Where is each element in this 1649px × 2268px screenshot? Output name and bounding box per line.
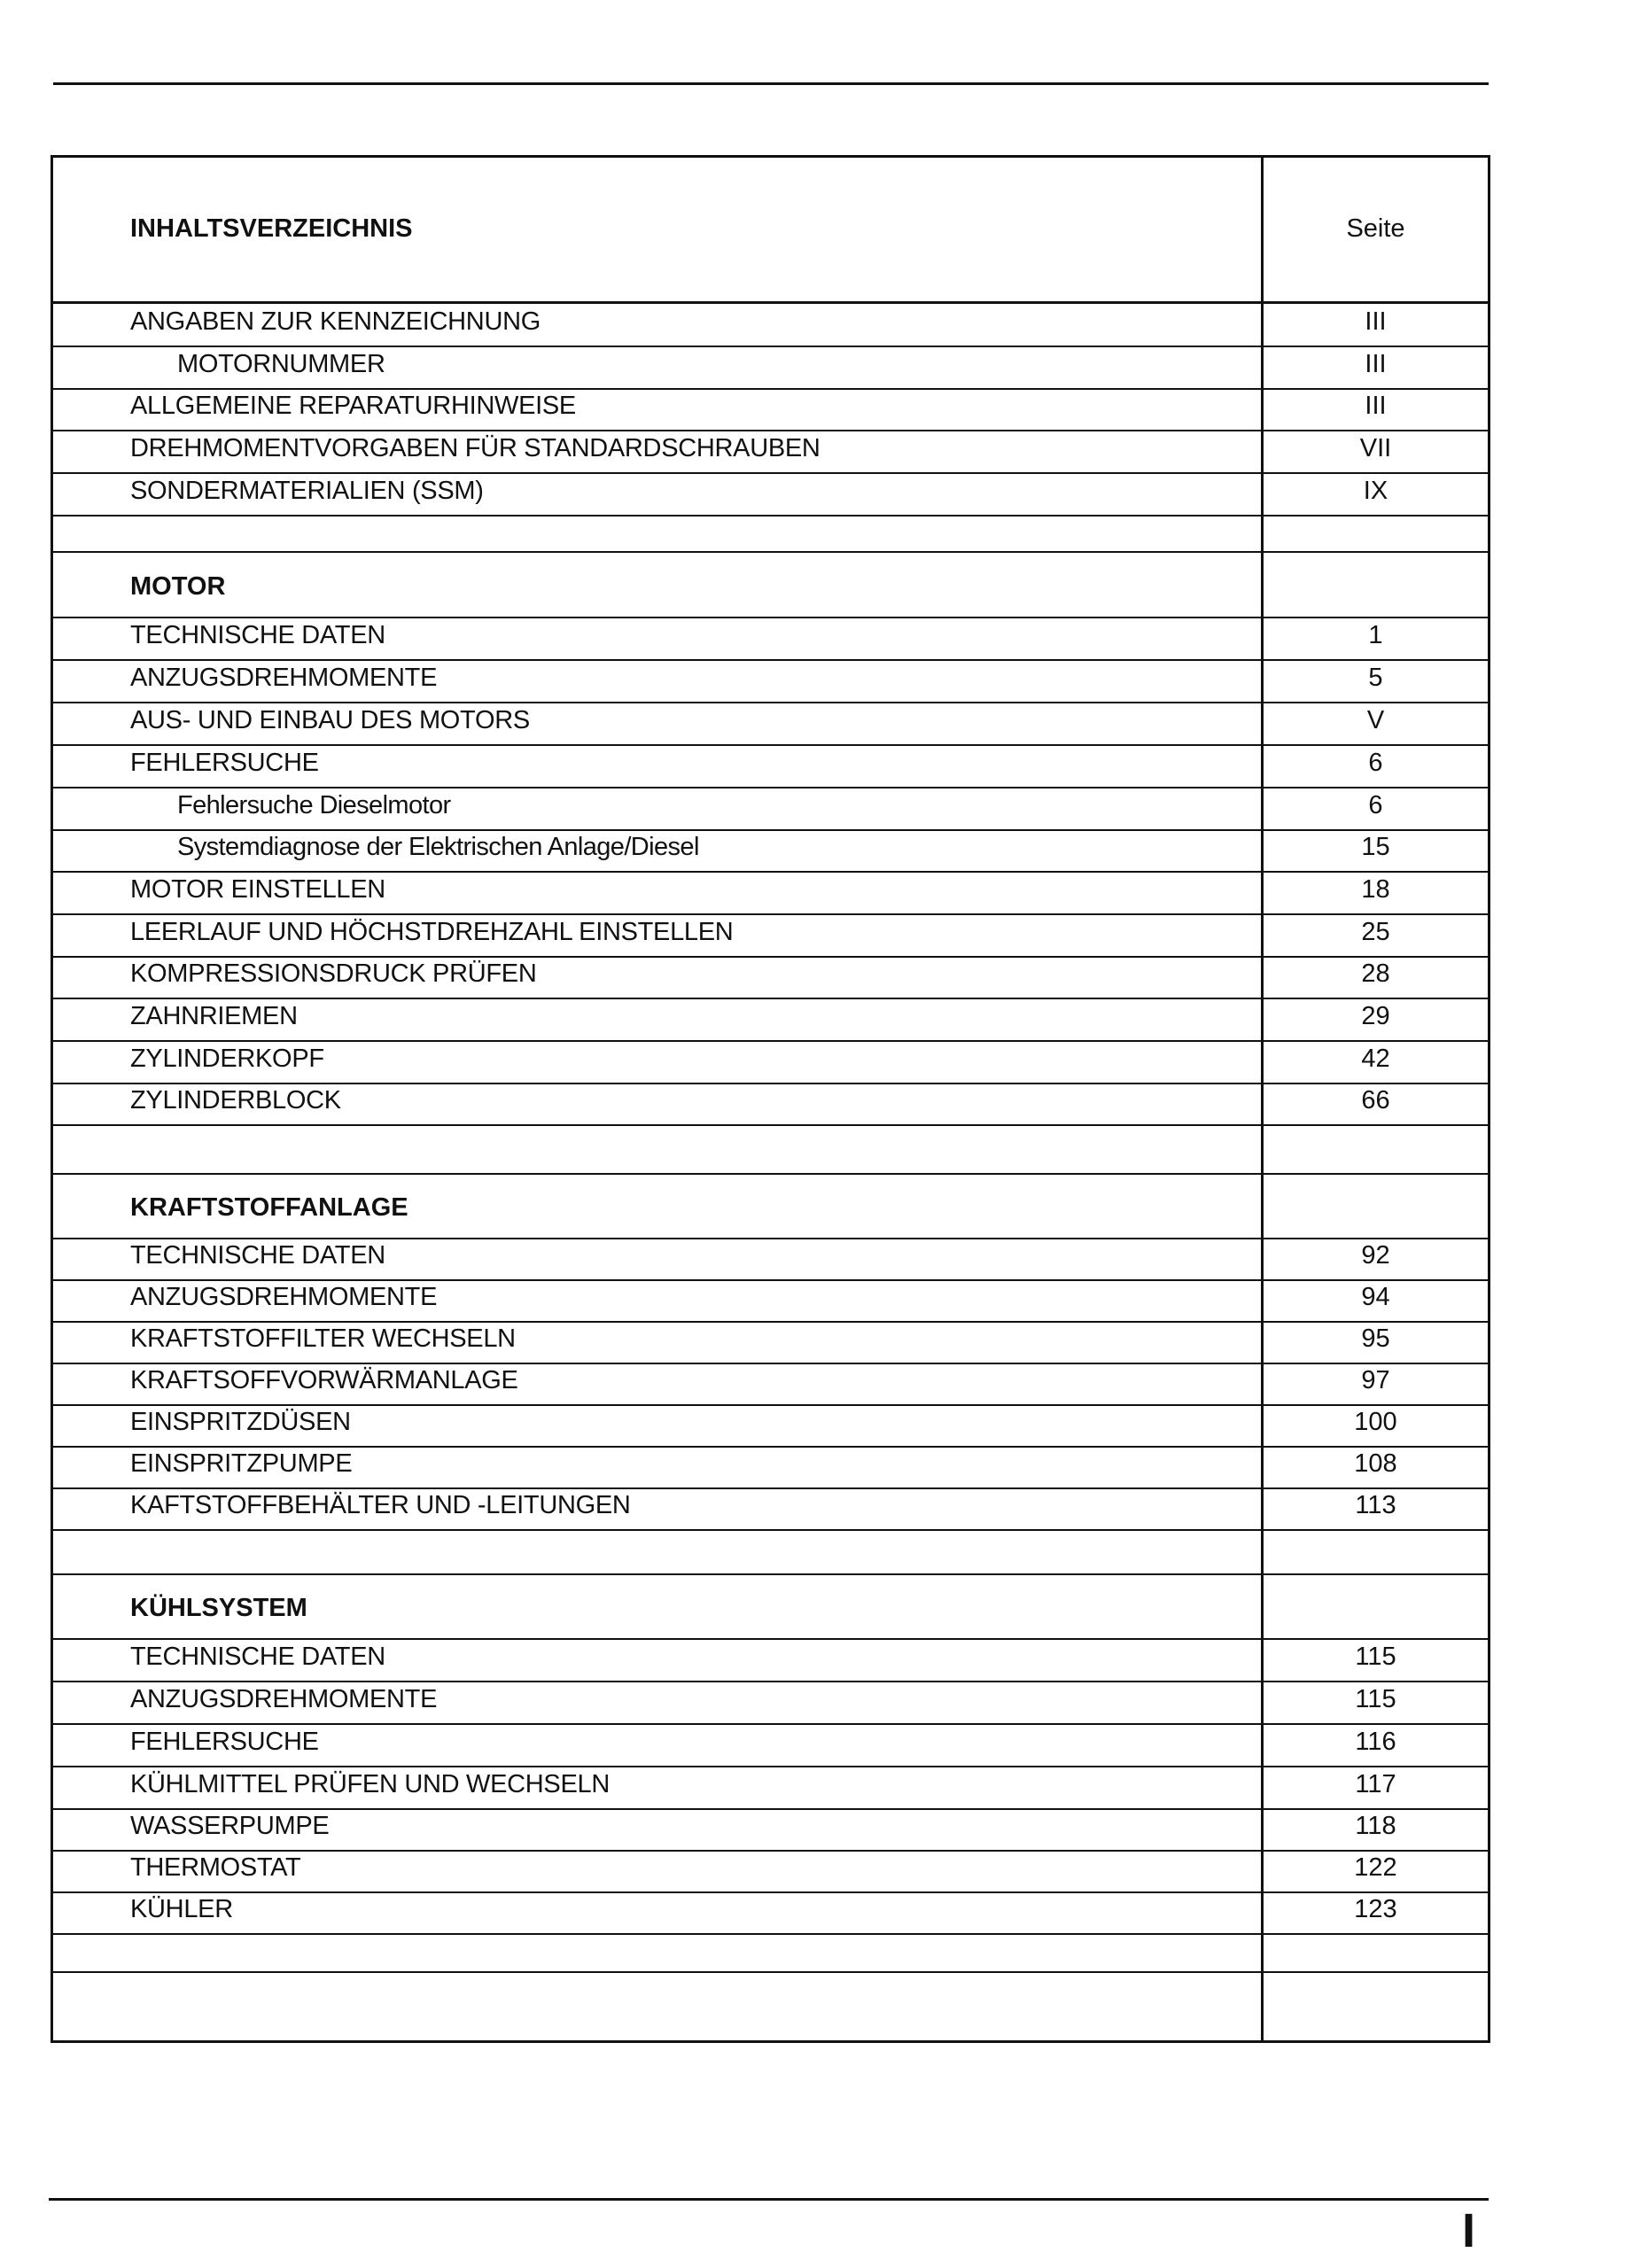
toc-title: INHALTSVERZEICHNIS: [130, 214, 413, 243]
toc-entry[interactable]: [53, 661, 1488, 703]
entry-page: 115: [1355, 1685, 1396, 1713]
entry-label: EINSPRITZPUMPE: [130, 1449, 353, 1478]
blank-row: [53, 1126, 1488, 1175]
entry-label: ZAHNRIEMEN: [130, 1002, 298, 1030]
toc-entry[interactable]: [53, 1852, 1488, 1893]
entry-label: THERMOSTAT: [130, 1853, 301, 1882]
blank-row: [53, 517, 1488, 553]
entry-page: 117: [1355, 1770, 1396, 1798]
toc-entry[interactable]: [53, 1767, 1488, 1810]
entry-page: 15: [1361, 833, 1390, 861]
entry-page: III: [1365, 392, 1387, 420]
section-heading: [53, 1175, 1488, 1239]
blank-row: [53, 1935, 1488, 1973]
entry-page: III: [1365, 307, 1387, 336]
toc-entry[interactable]: [53, 347, 1488, 390]
entry-label: ALLGEMEINE REPARATURHINWEISE: [130, 392, 576, 420]
entry-page: 115: [1355, 1643, 1396, 1671]
entry-page: 116: [1355, 1728, 1396, 1756]
toc-entry[interactable]: [53, 703, 1488, 746]
entry-label: KÜHLER: [130, 1895, 233, 1923]
entry-label: DREHMOMENTVORGABEN FÜR STANDARDSCHRAUBEN: [130, 434, 821, 462]
entry-page: 6: [1368, 749, 1383, 777]
toc-entry[interactable]: [53, 1323, 1488, 1364]
toc-entry[interactable]: [53, 1640, 1488, 1682]
toc-entry[interactable]: [53, 1042, 1488, 1084]
toc-entry[interactable]: [53, 618, 1488, 661]
entry-page: IX: [1363, 477, 1388, 505]
entry-label: ZYLINDERBLOCK: [130, 1086, 341, 1115]
entry-label: KOMPRESSIONSDRUCK PRÜFEN: [130, 959, 537, 988]
blank-row: [53, 1531, 1488, 1575]
entry-page: 6: [1368, 791, 1383, 819]
entry-label: FEHLERSUCHE: [130, 1728, 319, 1756]
entry-page: 25: [1361, 918, 1390, 946]
toc-header-row: [53, 158, 1488, 304]
entry-page: 113: [1355, 1491, 1396, 1519]
entry-page: 28: [1361, 959, 1390, 988]
entry-label: WASSERPUMPE: [130, 1812, 330, 1840]
toc-table: [51, 155, 1490, 2043]
toc-entry[interactable]: [53, 1489, 1488, 1531]
entry-label: ANZUGSDREHMOMENTE: [130, 664, 438, 692]
toc-entry[interactable]: [53, 999, 1488, 1042]
entry-page: V: [1366, 706, 1385, 734]
entry-page: 122: [1354, 1853, 1397, 1882]
entry-page: III: [1365, 350, 1387, 378]
toc-entry[interactable]: [53, 1281, 1488, 1323]
entry-page: 95: [1361, 1324, 1390, 1353]
entry-page: 123: [1354, 1895, 1397, 1923]
entry-label: KRAFTSOFFVORWÄRMANLAGE: [130, 1366, 518, 1394]
entry-label: SONDERMATERIALIEN (SSM): [130, 477, 484, 505]
toc-entry[interactable]: [53, 915, 1488, 958]
entry-page: 18: [1361, 875, 1390, 904]
toc-entry[interactable]: [53, 1682, 1488, 1725]
entry-label: AUS- UND EINBAU DES MOTORS: [130, 706, 530, 734]
entry-label: ANGABEN ZUR KENNZEICHNUNG: [130, 307, 541, 336]
entry-label: MOTOR EINSTELLEN: [130, 875, 385, 904]
toc-entry[interactable]: [53, 746, 1488, 788]
section-heading: [53, 553, 1488, 618]
toc-entry[interactable]: [53, 304, 1488, 347]
toc-entry[interactable]: [53, 1239, 1488, 1281]
toc-entry[interactable]: [53, 831, 1488, 873]
toc-entry[interactable]: [53, 474, 1488, 517]
toc-entry[interactable]: [53, 1084, 1488, 1126]
entry-page: 92: [1361, 1241, 1390, 1270]
entry-label: Fehlersuche Dieselmotor: [177, 791, 451, 819]
entry-label: Systemdiagnose der Elektrischen Anlage/Diesel: [177, 833, 699, 861]
entry-page: 108: [1354, 1449, 1397, 1478]
entry-page: VII: [1359, 434, 1392, 462]
entry-page: 1: [1368, 621, 1383, 649]
entry-label: KRAFTSTOFFILTER WECHSELN: [130, 1324, 516, 1353]
entry-label: KAFTSTOFFBEHÄLTER UND -LEITUNGEN: [130, 1491, 631, 1519]
entry-label: ZYLINDERKOPF: [130, 1045, 324, 1073]
entry-label: MOTORNUMMER: [177, 350, 385, 378]
page-number: I: [1462, 2204, 1476, 2257]
entry-label: TECHNISCHE DATEN: [130, 1241, 385, 1270]
section-title: KÜHLSYSTEM: [130, 1594, 307, 1622]
entry-label: LEERLAUF UND HÖCHSTDREHZAHL EINSTELLEN: [130, 918, 734, 946]
toc-entry[interactable]: [53, 1364, 1488, 1406]
toc-entry[interactable]: [53, 1406, 1488, 1448]
entry-label: TECHNISCHE DATEN: [130, 1643, 385, 1671]
bottom-rule: [49, 2198, 1489, 2201]
entry-page: 66: [1361, 1086, 1390, 1115]
toc-entry[interactable]: [53, 1810, 1488, 1852]
entry-label: KÜHLMITTEL PRÜFEN UND WECHSELN: [130, 1770, 610, 1798]
toc-entry[interactable]: [53, 788, 1488, 831]
entry-label: ANZUGSDREHMOMENTE: [130, 1685, 438, 1713]
entry-page: 29: [1361, 1002, 1390, 1030]
entry-label: ANZUGSDREHMOMENTE: [130, 1283, 438, 1311]
toc-entry[interactable]: [53, 873, 1488, 915]
entry-label: FEHLERSUCHE: [130, 749, 319, 777]
entry-page: 5: [1368, 664, 1383, 692]
toc-entry[interactable]: [53, 1725, 1488, 1767]
entry-page: 42: [1361, 1045, 1390, 1073]
entry-page: 118: [1355, 1812, 1396, 1840]
toc-entry[interactable]: [53, 1893, 1488, 1935]
toc-entry[interactable]: [53, 958, 1488, 999]
toc-entry[interactable]: [53, 431, 1488, 474]
entry-page: 97: [1361, 1366, 1390, 1394]
entry-label: TECHNISCHE DATEN: [130, 621, 385, 649]
blank-row: [53, 1973, 1488, 2008]
top-rule: [53, 82, 1489, 85]
section-title: KRAFTSTOFFANLAGE: [130, 1193, 408, 1222]
entry-label: EINSPRITZDÜSEN: [130, 1408, 351, 1436]
page-column-header: Seite: [1346, 214, 1405, 243]
section-title: MOTOR: [130, 572, 226, 601]
toc-entry[interactable]: [53, 1448, 1488, 1489]
entry-page: 94: [1361, 1283, 1390, 1311]
toc-entry[interactable]: [53, 390, 1488, 431]
entry-page: 100: [1354, 1408, 1397, 1436]
section-heading: [53, 1575, 1488, 1640]
